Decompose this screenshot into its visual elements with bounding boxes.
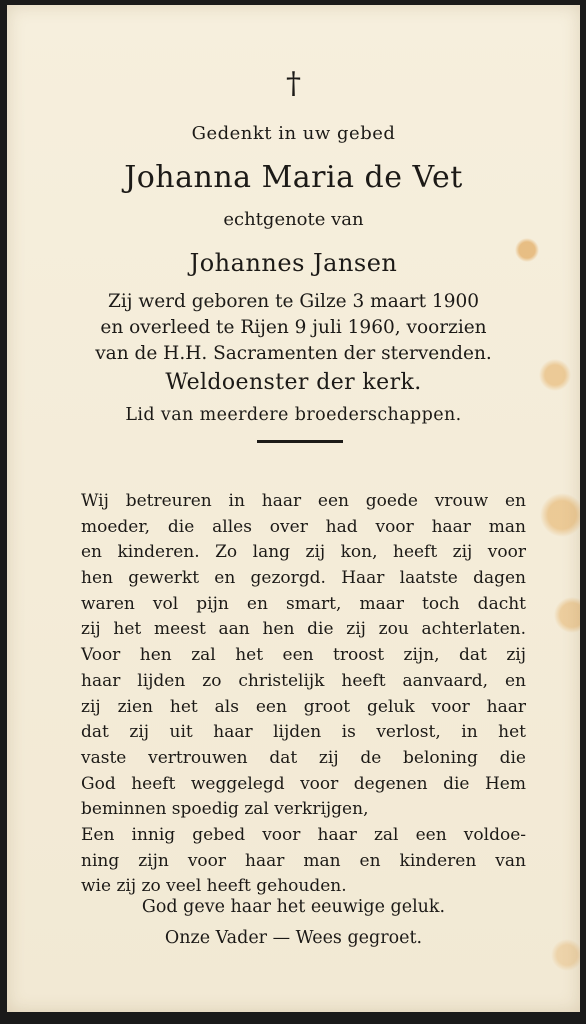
text-line: waren vol pijn en smart, maar toch dacht	[81, 593, 526, 614]
text-line: vaste vertrouwen dat zij de beloning die	[81, 747, 526, 768]
text-line: en kinderen. Zo lang zij kon, heeft zij voor	[81, 542, 526, 563]
info-line: Zij werd geboren te Gilze 3 maart 1900	[107, 291, 480, 312]
memorial-text	[81, 489, 526, 900]
divider	[257, 440, 343, 443]
text-line: zij het meest aan hen die zij zou achterlaten.	[81, 619, 526, 640]
text-line: wie zij zo veel heeft gehouden.	[81, 876, 347, 897]
text-line: hen gewerkt en gezorgd. Haar laatste dagen	[81, 568, 526, 589]
text-line: moeder, die alles over had voor haar man	[81, 516, 526, 537]
info-line: van de H.H. Sacramenten der stervenden.	[95, 343, 492, 364]
text-line: God heeft weggelegd voor degenen die Hem	[81, 773, 526, 794]
info-line: en overleed te Rijen 9 juli 1960, voorzien	[100, 317, 487, 338]
text-line: ning zijn voor haar man en kinderen van	[81, 850, 526, 871]
membership-line: Lid van meerdere broederschappen.	[125, 405, 462, 425]
cross-icon: †	[286, 66, 301, 101]
spouse-name: Johannes Jansen	[189, 249, 398, 277]
birth-death-info	[7, 289, 580, 367]
spouse-intro: echtgenote van	[223, 209, 364, 230]
text-line: zij zien het als een groot geluk voor haar	[81, 696, 526, 717]
benefactor-title: Weldoenster der kerk.	[165, 370, 422, 395]
text-line: Een innig gebed voor haar zal een voldoe-	[81, 824, 526, 845]
memorial-card	[7, 5, 580, 1012]
deceased-name: Johanna Maria de Vet	[124, 160, 463, 195]
remember-heading: Gedenkt in uw gebed	[191, 123, 396, 144]
text-line: Wij betreuren in haar een goede vrouw en	[81, 491, 526, 511]
blessing-line: God geve haar het eeuwige geluk.	[141, 897, 446, 917]
text-line: dat zij uit haar lijden is verlost, in het	[81, 722, 526, 743]
text-line: haar lijden zo christelijk heeft aanvaard, en	[81, 670, 526, 691]
prayers-line: Onze Vader — Wees gegroet.	[164, 928, 423, 948]
text-line: Voor hen zal het een troost zijn, dat zij	[81, 645, 526, 666]
text-line: beminnen spoedig zal verkrijgen,	[81, 799, 369, 820]
